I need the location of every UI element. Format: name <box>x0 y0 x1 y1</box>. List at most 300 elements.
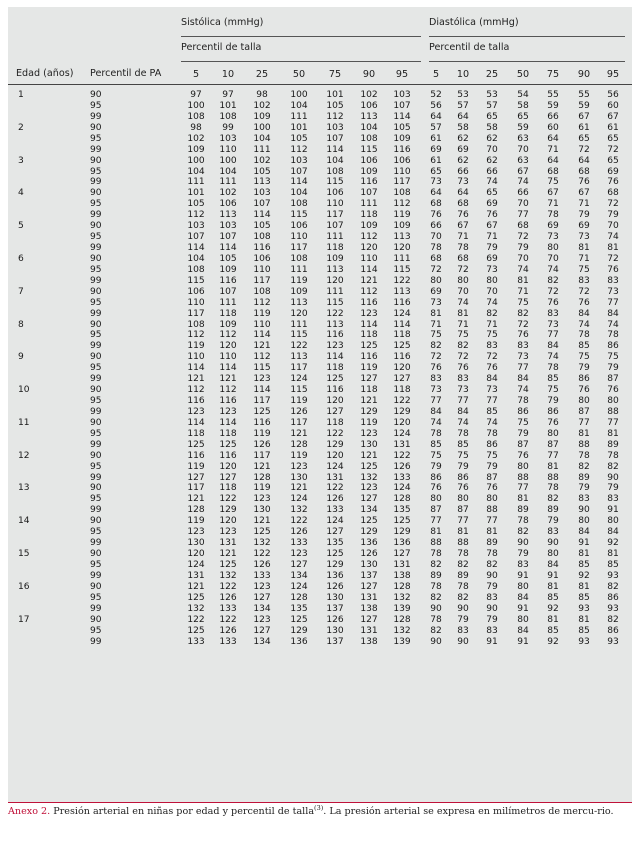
diastolic-value-cell: 75 <box>430 330 442 341</box>
systolic-value-cell: 105 <box>393 122 411 133</box>
bp-percentile-cell: 90 <box>90 122 102 133</box>
bp-percentile-cell: 99 <box>90 472 102 483</box>
diastolic-percentile-header: 95 <box>606 69 620 80</box>
systolic-value-cell: 113 <box>290 352 308 363</box>
diastolic-value-cell: 81 <box>517 275 529 286</box>
diastolic-value-cell: 65 <box>607 155 619 166</box>
systolic-value-cell: 104 <box>253 133 271 144</box>
diastolic-value-cell: 78 <box>547 363 559 374</box>
diastolic-value-cell: 78 <box>430 549 442 560</box>
diastolic-value-cell: 78 <box>457 428 469 439</box>
diastolic-value-cell: 74 <box>457 417 469 428</box>
table-caption <box>8 803 634 819</box>
diastolic-value-cell: 71 <box>457 232 469 243</box>
systolic-value-cell: 129 <box>360 406 378 417</box>
systolic-value-cell: 138 <box>393 570 411 581</box>
systolic-value-cell: 109 <box>290 286 308 297</box>
systolic-value-cell: 122 <box>187 614 205 625</box>
diastolic-value-cell: 89 <box>547 505 559 516</box>
bp-percentile-cell: 99 <box>90 505 102 516</box>
bp-percentile-cell: 90 <box>90 417 102 428</box>
diastolic-value-cell: 75 <box>547 385 559 396</box>
systolic-value-cell: 110 <box>187 352 205 363</box>
systolic-value-cell: 108 <box>360 133 378 144</box>
diastolic-value-cell: 93 <box>578 636 590 647</box>
age-cell: 10 <box>18 385 30 396</box>
diastolic-value-cell: 88 <box>430 538 442 549</box>
table-row <box>8 276 632 287</box>
diastolic-value-cell: 78 <box>430 581 442 592</box>
systolic-value-cell: 117 <box>290 417 308 428</box>
table-row <box>8 385 632 396</box>
diastolic-value-cell: 77 <box>457 396 469 407</box>
diastolic-value-cell: 83 <box>547 308 559 319</box>
systolic-value-cell: 125 <box>187 625 205 636</box>
diastolic-value-cell: 68 <box>457 199 469 210</box>
table-row <box>8 177 632 188</box>
diastolic-value-cell: 79 <box>547 396 559 407</box>
systolic-value-cell: 98 <box>256 90 268 100</box>
table-row <box>8 396 632 407</box>
systolic-value-cell: 118 <box>360 210 378 221</box>
systolic-value-cell: 112 <box>290 144 308 155</box>
diastolic-value-cell: 76 <box>547 417 559 428</box>
systolic-value-cell: 119 <box>253 308 271 319</box>
systolic-value-cell: 105 <box>326 100 344 111</box>
systolic-value-cell: 125 <box>253 406 271 417</box>
diastolic-value-cell: 80 <box>457 275 469 286</box>
systolic-value-cell: 111 <box>326 286 344 297</box>
systolic-value-cell: 113 <box>326 264 344 275</box>
table-row <box>8 156 632 167</box>
diastolic-value-cell: 73 <box>547 319 559 330</box>
systolic-value-cell: 126 <box>360 549 378 560</box>
systolic-value-cell: 116 <box>393 297 411 308</box>
diastolic-value-cell: 76 <box>578 177 590 188</box>
bp-percentile-cell: 95 <box>90 330 102 341</box>
systolic-value-cell: 115 <box>253 363 271 374</box>
systolic-value-cell: 104 <box>187 253 205 264</box>
diastolic-value-cell: 77 <box>578 417 590 428</box>
table-row <box>8 505 632 516</box>
diastolic-value-cell: 74 <box>607 319 619 330</box>
systolic-value-cell: 126 <box>326 581 344 592</box>
diastolic-value-cell: 85 <box>578 341 590 352</box>
caption-label: Anexo 2. <box>8 806 51 817</box>
diastolic-value-cell: 89 <box>457 570 469 581</box>
table-row <box>8 374 632 385</box>
systolic-value-cell: 126 <box>219 592 237 603</box>
systolic-value-cell: 125 <box>393 516 411 527</box>
diastolic-value-cell: 86 <box>547 406 559 417</box>
table-row <box>8 516 632 527</box>
systolic-value-cell: 131 <box>393 439 411 450</box>
systolic-value-cell: 103 <box>219 133 237 144</box>
diastolic-value-cell: 74 <box>547 264 559 275</box>
diastolic-value-cell: 92 <box>578 570 590 581</box>
systolic-value-cell: 108 <box>219 111 237 122</box>
diastolic-value-cell: 82 <box>486 559 498 570</box>
systolic-value-cell: 137 <box>326 603 344 614</box>
systolic-value-cell: 124 <box>393 308 411 319</box>
diastolic-value-cell: 77 <box>517 363 529 374</box>
diastolic-value-cell: 65 <box>517 111 529 122</box>
systolic-value-cell: 114 <box>360 319 378 330</box>
systolic-value-cell: 113 <box>219 210 237 221</box>
age-cell: 16 <box>18 581 30 592</box>
diastolic-value-cell: 90 <box>517 538 529 549</box>
systolic-value-cell: 114 <box>219 363 237 374</box>
systolic-value-cell: 130 <box>360 559 378 570</box>
systolic-value-cell: 126 <box>253 559 271 570</box>
systolic-value-cell: 115 <box>290 330 308 341</box>
systolic-value-cell: 121 <box>187 581 205 592</box>
systolic-value-cell: 134 <box>253 603 271 614</box>
diastolic-value-cell: 77 <box>486 516 498 527</box>
systolic-value-cell: 121 <box>290 483 308 494</box>
diastolic-value-cell: 77 <box>430 396 442 407</box>
caption-reference: (3) <box>314 803 324 812</box>
systolic-value-cell: 107 <box>219 232 237 243</box>
diastolic-value-cell: 70 <box>607 221 619 232</box>
systolic-value-cell: 112 <box>219 385 237 396</box>
systolic-value-cell: 100 <box>219 155 237 166</box>
bp-percentile-cell: 90 <box>90 581 102 592</box>
bp-percentile-cell: 90 <box>90 90 102 100</box>
diastolic-value-cell: 62 <box>457 155 469 166</box>
systolic-value-cell: 128 <box>187 505 205 516</box>
diastolic-value-cell: 75 <box>486 450 498 461</box>
diastolic-value-cell: 87 <box>486 472 498 483</box>
systolic-value-cell: 109 <box>219 319 237 330</box>
diastolic-value-cell: 73 <box>430 385 442 396</box>
systolic-value-cell: 101 <box>290 122 308 133</box>
diastolic-value-cell: 82 <box>607 581 619 592</box>
systolic-value-cell: 102 <box>253 155 271 166</box>
diastolic-value-cell: 82 <box>430 341 442 352</box>
diastolic-percentile-header: 90 <box>577 69 591 80</box>
diastolic-value-cell: 72 <box>547 286 559 297</box>
bp-percentile-cell: 99 <box>90 341 102 352</box>
diastolic-value-cell: 75 <box>457 450 469 461</box>
systolic-group-header: Sistólica (mmHg) <box>181 17 264 28</box>
diastolic-value-cell: 73 <box>607 286 619 297</box>
bp-percentile-cell: 90 <box>90 155 102 166</box>
systolic-value-cell: 125 <box>219 559 237 570</box>
diastolic-value-cell: 90 <box>486 570 498 581</box>
diastolic-value-cell: 79 <box>578 210 590 221</box>
diastolic-value-cell: 74 <box>547 352 559 363</box>
diastolic-value-cell: 73 <box>430 177 442 188</box>
table-row <box>8 593 632 604</box>
systolic-value-cell: 113 <box>253 177 271 188</box>
systolic-value-cell: 117 <box>290 243 308 254</box>
diastolic-value-cell: 93 <box>607 636 619 647</box>
diastolic-value-cell: 93 <box>607 570 619 581</box>
table-row <box>8 582 632 593</box>
age-cell: 14 <box>18 516 30 527</box>
systolic-value-cell: 125 <box>393 341 411 352</box>
diastolic-value-cell: 61 <box>607 122 619 133</box>
systolic-value-cell: 119 <box>253 428 271 439</box>
systolic-value-cell: 125 <box>187 592 205 603</box>
diastolic-value-cell: 77 <box>486 396 498 407</box>
systolic-value-cell: 107 <box>290 166 308 177</box>
diastolic-value-cell: 76 <box>430 210 442 221</box>
table-row <box>8 254 632 265</box>
systolic-value-cell: 102 <box>187 133 205 144</box>
diastolic-value-cell: 75 <box>578 264 590 275</box>
diastolic-value-cell: 81 <box>547 461 559 472</box>
table-row <box>8 188 632 199</box>
systolic-percentile-header: 50 <box>292 69 306 80</box>
diastolic-value-cell: 74 <box>430 417 442 428</box>
systolic-value-cell: 120 <box>360 243 378 254</box>
diastolic-value-cell: 78 <box>607 330 619 341</box>
age-cell: 2 <box>18 122 24 133</box>
diastolic-value-cell: 89 <box>607 439 619 450</box>
systolic-value-cell: 103 <box>253 188 271 199</box>
systolic-value-cell: 116 <box>360 297 378 308</box>
diastolic-value-cell: 79 <box>486 614 498 625</box>
diastolic-value-cell: 73 <box>517 352 529 363</box>
diastolic-value-cell: 74 <box>607 232 619 243</box>
table-row <box>8 265 632 276</box>
systolic-value-cell: 119 <box>187 461 205 472</box>
systolic-value-cell: 120 <box>219 341 237 352</box>
diastolic-value-cell: 77 <box>607 417 619 428</box>
systolic-value-cell: 120 <box>187 549 205 560</box>
diastolic-value-cell: 83 <box>430 374 442 385</box>
diastolic-value-cell: 59 <box>517 122 529 133</box>
diastolic-value-cell: 69 <box>486 199 498 210</box>
diastolic-value-cell: 90 <box>486 603 498 614</box>
systolic-value-cell: 129 <box>393 406 411 417</box>
diastolic-value-cell: 53 <box>457 90 469 100</box>
diastolic-value-cell: 78 <box>457 581 469 592</box>
diastolic-value-cell: 57 <box>486 100 498 111</box>
diastolic-value-cell: 81 <box>578 428 590 439</box>
systolic-value-cell: 133 <box>326 505 344 516</box>
systolic-value-cell: 117 <box>290 363 308 374</box>
systolic-value-cell: 128 <box>393 494 411 505</box>
table-row <box>8 123 632 134</box>
diastolic-value-cell: 77 <box>517 210 529 221</box>
systolic-value-cell: 122 <box>393 275 411 286</box>
systolic-value-cell: 100 <box>187 100 205 111</box>
systolic-value-cell: 112 <box>326 111 344 122</box>
diastolic-value-cell: 75 <box>430 450 442 461</box>
systolic-value-cell: 114 <box>393 319 411 330</box>
diastolic-value-cell: 82 <box>607 614 619 625</box>
diastolic-value-cell: 76 <box>457 210 469 221</box>
table-panel <box>8 7 632 802</box>
systolic-value-cell: 138 <box>360 603 378 614</box>
systolic-value-cell: 110 <box>326 199 344 210</box>
diastolic-value-cell: 73 <box>457 177 469 188</box>
diastolic-value-cell: 74 <box>486 177 498 188</box>
systolic-value-cell: 121 <box>253 516 271 527</box>
systolic-value-cell: 107 <box>219 286 237 297</box>
bp-percentile-cell: 95 <box>90 396 102 407</box>
systolic-value-cell: 106 <box>253 253 271 264</box>
systolic-value-cell: 132 <box>253 538 271 549</box>
table-row <box>8 538 632 549</box>
diastolic-value-cell: 71 <box>430 319 442 330</box>
diastolic-value-cell: 64 <box>430 188 442 199</box>
age-cell: 7 <box>18 286 24 297</box>
diastolic-value-cell: 85 <box>457 439 469 450</box>
diastolic-value-cell: 91 <box>547 570 559 581</box>
age-cell: 1 <box>18 90 24 100</box>
diastolic-value-cell: 82 <box>607 461 619 472</box>
diastolic-value-cell: 69 <box>430 286 442 297</box>
diastolic-value-cell: 92 <box>607 538 619 549</box>
bp-percentile-cell: 90 <box>90 286 102 297</box>
systolic-value-cell: 122 <box>326 483 344 494</box>
diastolic-value-cell: 67 <box>457 221 469 232</box>
table-row <box>8 221 632 232</box>
diastolic-value-cell: 65 <box>486 111 498 122</box>
systolic-value-cell: 114 <box>187 417 205 428</box>
diastolic-value-cell: 64 <box>457 111 469 122</box>
diastolic-value-cell: 84 <box>578 527 590 538</box>
table-row <box>8 407 632 418</box>
diastolic-value-cell: 80 <box>517 614 529 625</box>
diastolic-value-cell: 59 <box>547 100 559 111</box>
table-row <box>8 320 632 331</box>
systolic-value-cell: 129 <box>219 505 237 516</box>
systolic-value-cell: 121 <box>187 494 205 505</box>
systolic-value-cell: 120 <box>326 450 344 461</box>
age-cell: 4 <box>18 188 24 199</box>
systolic-value-cell: 115 <box>326 297 344 308</box>
systolic-value-cell: 129 <box>326 559 344 570</box>
systolic-value-cell: 121 <box>360 450 378 461</box>
diastolic-value-cell: 69 <box>607 166 619 177</box>
systolic-value-cell: 126 <box>393 461 411 472</box>
diastolic-value-cell: 64 <box>547 155 559 166</box>
systolic-value-cell: 119 <box>187 341 205 352</box>
diastolic-value-cell: 76 <box>457 483 469 494</box>
systolic-value-cell: 123 <box>187 527 205 538</box>
systolic-value-cell: 119 <box>290 450 308 461</box>
diastolic-value-cell: 88 <box>547 472 559 483</box>
table-row <box>8 210 632 221</box>
diastolic-value-cell: 71 <box>486 232 498 243</box>
systolic-value-cell: 105 <box>253 221 271 232</box>
systolic-value-cell: 105 <box>290 133 308 144</box>
diastolic-value-cell: 65 <box>607 133 619 144</box>
systolic-value-cell: 127 <box>360 494 378 505</box>
systolic-value-cell: 114 <box>187 363 205 374</box>
systolic-value-cell: 123 <box>187 406 205 417</box>
systolic-value-cell: 127 <box>360 581 378 592</box>
systolic-value-cell: 127 <box>393 549 411 560</box>
diastolic-value-cell: 84 <box>517 625 529 636</box>
diastolic-value-cell: 83 <box>517 559 529 570</box>
bp-percentile-cell: 95 <box>90 461 102 472</box>
bp-percentile-cell: 99 <box>90 636 102 647</box>
bp-percentile-cell: 99 <box>90 144 102 155</box>
systolic-value-cell: 125 <box>253 527 271 538</box>
diastolic-value-cell: 75 <box>578 352 590 363</box>
bp-percentile-cell: 95 <box>90 527 102 538</box>
diastolic-value-cell: 78 <box>517 396 529 407</box>
diastolic-value-cell: 80 <box>547 428 559 439</box>
systolic-value-cell: 127 <box>360 614 378 625</box>
diastolic-value-cell: 68 <box>547 166 559 177</box>
systolic-value-cell: 108 <box>187 319 205 330</box>
diastolic-value-cell: 59 <box>578 100 590 111</box>
systolic-value-cell: 120 <box>219 516 237 527</box>
bp-percentile-cell: 99 <box>90 111 102 122</box>
diastolic-value-cell: 62 <box>486 133 498 144</box>
table-row <box>8 604 632 615</box>
systolic-value-cell: 132 <box>219 570 237 581</box>
systolic-value-cell: 116 <box>360 177 378 188</box>
systolic-value-cell: 119 <box>360 417 378 428</box>
diastolic-value-cell: 87 <box>547 439 559 450</box>
diastolic-value-cell: 83 <box>547 527 559 538</box>
diastolic-value-cell: 80 <box>578 396 590 407</box>
table-row <box>8 363 632 374</box>
diastolic-value-cell: 64 <box>547 133 559 144</box>
diastolic-value-cell: 82 <box>430 592 442 603</box>
systolic-value-cell: 130 <box>360 439 378 450</box>
systolic-value-cell: 99 <box>222 122 234 133</box>
diastolic-value-cell: 76 <box>607 177 619 188</box>
systolic-value-cell: 129 <box>326 439 344 450</box>
table-row <box>8 298 632 309</box>
diastolic-value-cell: 66 <box>430 221 442 232</box>
diastolic-value-cell: 75 <box>607 352 619 363</box>
diastolic-value-cell: 81 <box>607 243 619 254</box>
systolic-value-cell: 104 <box>290 188 308 199</box>
table-row <box>8 527 632 538</box>
systolic-value-cell: 120 <box>393 417 411 428</box>
bp-percentile-cell: 90 <box>90 385 102 396</box>
diastolic-percentile-header: 75 <box>546 69 560 80</box>
diastolic-value-cell: 91 <box>607 505 619 516</box>
systolic-value-cell: 127 <box>219 472 237 483</box>
diastolic-value-cell: 82 <box>430 625 442 636</box>
diastolic-value-cell: 69 <box>486 253 498 264</box>
age-cell: 5 <box>18 221 24 232</box>
systolic-value-cell: 118 <box>360 330 378 341</box>
bp-percentile-cell: 90 <box>90 483 102 494</box>
diastolic-value-cell: 65 <box>486 188 498 199</box>
systolic-value-cell: 122 <box>290 516 308 527</box>
diastolic-value-cell: 84 <box>430 406 442 417</box>
systolic-value-cell: 108 <box>187 111 205 122</box>
diastolic-value-cell: 76 <box>486 210 498 221</box>
diastolic-value-cell: 90 <box>547 538 559 549</box>
systolic-value-cell: 123 <box>253 494 271 505</box>
bp-percentile-cell: 95 <box>90 264 102 275</box>
diastolic-value-cell: 68 <box>578 166 590 177</box>
systolic-value-cell: 125 <box>360 341 378 352</box>
systolic-value-cell: 136 <box>360 538 378 549</box>
systolic-value-cell: 116 <box>253 417 271 428</box>
systolic-value-cell: 119 <box>393 210 411 221</box>
systolic-value-cell: 107 <box>326 221 344 232</box>
diastolic-value-cell: 84 <box>607 527 619 538</box>
diastolic-value-cell: 66 <box>457 166 469 177</box>
diastolic-value-cell: 86 <box>578 374 590 385</box>
diastolic-value-cell: 69 <box>547 221 559 232</box>
diastolic-value-cell: 93 <box>578 603 590 614</box>
